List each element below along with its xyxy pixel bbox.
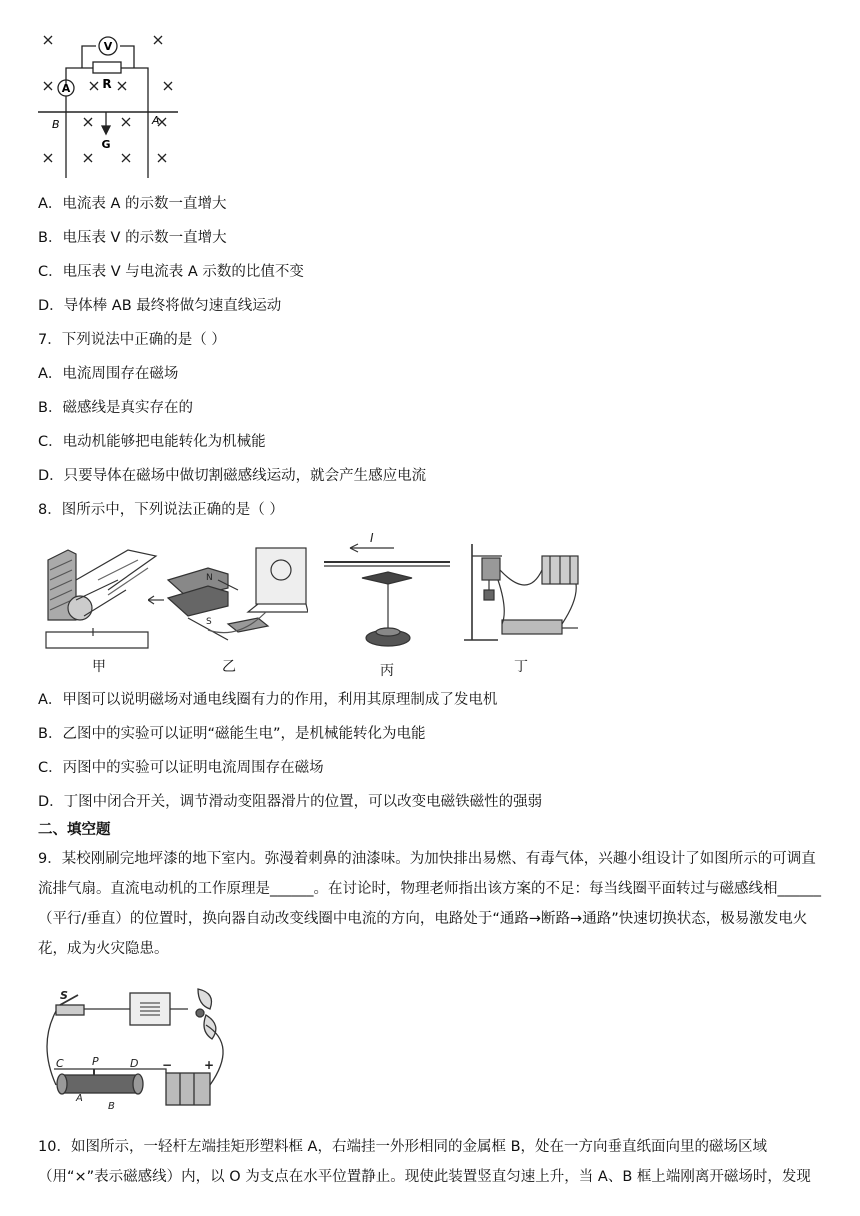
figure-label-jia: 甲 xyxy=(92,659,106,675)
q8-figure-bing xyxy=(322,528,452,658)
q8-figure-yi xyxy=(148,540,308,650)
q8-option-d: D．丁图中闭合开关，调节滑动变阻器滑片的位置，可以改变电磁铁磁性的强弱 xyxy=(38,794,543,810)
q8-option-b: B．乙图中的实验可以证明“磁能生电”，是机械能转化为电能 xyxy=(38,726,426,742)
figure-label-ding: 丁 xyxy=(514,659,528,675)
rheostat-a-label: A xyxy=(76,1093,83,1104)
q8-stem: 8．图所示中，下列说法正确的是（ ） xyxy=(38,502,284,518)
q7-stem: 7．下列说法中正确的是（ ） xyxy=(38,332,226,348)
q8-option-c: C．丙图中的实验可以证明电流周围存在磁场 xyxy=(38,760,324,776)
battery-minus-label: − xyxy=(162,1058,173,1072)
gravity-label: G xyxy=(101,138,111,151)
q9-circuit-figure xyxy=(38,985,248,1113)
voltmeter-label: V xyxy=(103,40,113,53)
figure-label-bing: 丙 xyxy=(380,663,394,679)
switch-label: S xyxy=(60,989,68,1002)
q8-option-a: A．甲图可以说明磁场对通电线圈有力的作用，利用其原理制成了发电机 xyxy=(38,692,498,708)
current-label: I xyxy=(370,531,374,545)
figure-label-yi: 乙 xyxy=(222,659,236,675)
rod-right-label: A xyxy=(152,114,160,127)
resistor-label: R xyxy=(102,77,112,91)
rheostat-p-label: P xyxy=(92,1055,99,1068)
q6-option-a: A．电流表 A 的示数一直增大 xyxy=(38,196,227,212)
svg-text:N: N xyxy=(206,573,213,583)
rheostat-b-label: B xyxy=(108,1101,115,1112)
q7-option-a: A．电流周围存在磁场 xyxy=(38,366,179,382)
q9-text: 9．某校刚刷完地坪漆的地下室内。弥漫着刺鼻的油漆味。为加快排出易燃、有毒气体，兴趣小组设计了如图所示的可调直流排气扇。直流电动机的工作原理是______。在讨论时，物理老师指出该方案的不足：每当线圈平面转过与磁感线相______（平行/垂直）的位置时，换向器自动改变线圈中电流的方向，电路处于“通路→断路→通路”快速切换状态，极易激发电火花，成为火灾隐患。 xyxy=(38,851,821,957)
q6-circuit-figure xyxy=(38,28,178,178)
q7-option-b: B．磁感线是真实存在的 xyxy=(38,400,193,416)
q7-option-d: D．只要导体在磁场中做切割磁感线运动，就会产生感应电流 xyxy=(38,468,427,484)
q7-option-c: C．电动机能够把电能转化为机械能 xyxy=(38,434,266,450)
q6-option-b: B．电压表 V 的示数一直增大 xyxy=(38,230,227,246)
section-title: 二、填空题 xyxy=(38,822,111,838)
q6-option-d: D．导体棒 AB 最终将做匀速直线运动 xyxy=(38,298,282,314)
ammeter-label: A xyxy=(61,82,71,95)
battery-plus-label: + xyxy=(204,1058,215,1072)
rod-left-label: B xyxy=(52,118,60,131)
q6-option-c: C．电压表 V 与电流表 A 示数的比值不变 xyxy=(38,264,304,280)
rheostat-d-label: D xyxy=(130,1057,139,1070)
rheostat-c-label: C xyxy=(56,1057,64,1070)
q10-text: 10．如图所示，一轻杆左端挂矩形塑料框 A，右端挂一外形相同的金属框 B，处在一方向垂直纸面向里的磁场区域（用“×”表示磁感线）内，以 O 为支点在水平位置静止。现使此装置竖直匀速上升，当 A、B 框上端刚离开磁场时，发现 xyxy=(38,1139,811,1185)
q8-figure-ding xyxy=(458,540,588,650)
svg-text:S: S xyxy=(206,617,212,627)
